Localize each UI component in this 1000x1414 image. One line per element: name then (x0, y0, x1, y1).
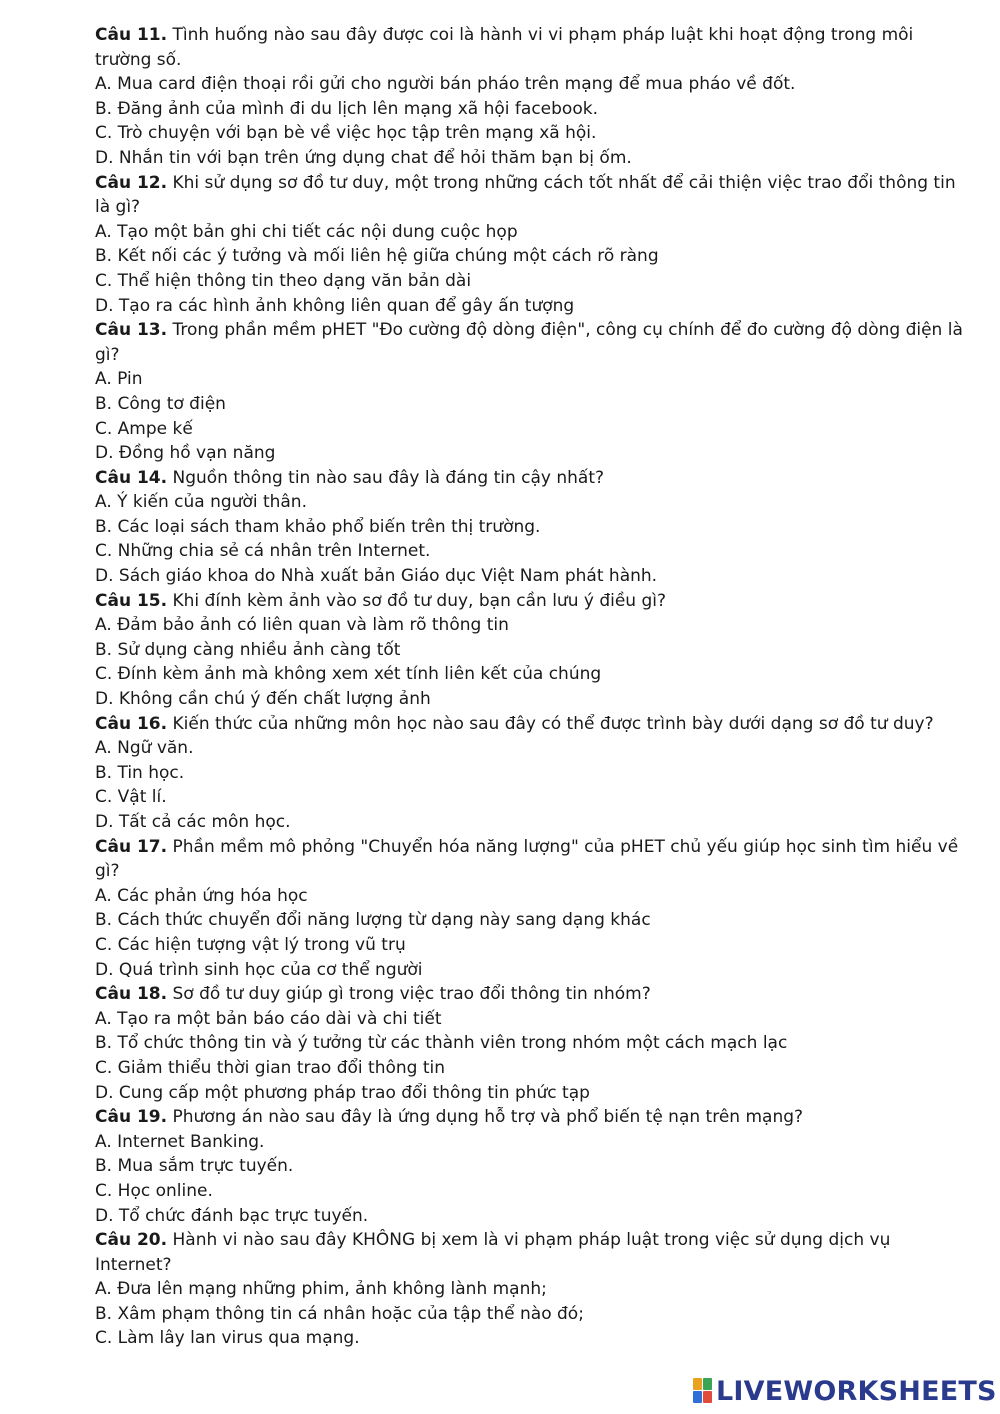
question-block (95, 466, 965, 589)
question-block (95, 171, 965, 319)
answer-option: C. Ampe kế (95, 418, 193, 439)
question-block (95, 835, 965, 983)
question-number: Câu 11. (95, 25, 168, 45)
question-block (95, 982, 965, 1105)
question-block (95, 712, 965, 835)
question-number: Câu 12. (95, 172, 168, 193)
question-text: Tình huống nào sau đây được coi là hành vi vi phạm pháp luật khi hoạt động trong môi trường số. (95, 25, 914, 70)
question-block (95, 1105, 965, 1228)
question-stem (95, 835, 965, 884)
liveworksheets-logo[interactable] (693, 1373, 997, 1409)
question-block (95, 1228, 965, 1351)
answer-option: A. Các phản ứng hóa học (95, 885, 308, 906)
question-stem (95, 466, 965, 491)
logo-text: LIVEWORKSHEETS (716, 1375, 997, 1407)
answer-option: B. Kết nối các ý tưởng và mối liên hệ giữa chúng một cách rõ ràng (95, 246, 659, 267)
question-block (95, 589, 965, 712)
question-stem (95, 23, 965, 72)
answer-option: B. Đăng ảnh của mình đi du lịch lên mạng xã hội facebook. (95, 98, 598, 119)
question-number: Câu 17. (95, 836, 168, 857)
answer-option: D. Sách giáo khoa do Nhà xuất bản Giáo dục Việt Nam phát hành. (95, 566, 658, 587)
liveworksheets-logo-icon (693, 1378, 713, 1404)
answer-option: B. Công tơ điện (95, 393, 226, 414)
question-list (95, 23, 965, 1351)
question-stem (95, 982, 965, 1007)
answer-option: D. Tạo ra các hình ảnh không liên quan để gây ấn tượng (95, 295, 575, 316)
question-text: Trong phần mềm pHET "Đo cường độ dòng điện", công cụ chính để đo cường độ dòng điện là gì? (95, 320, 963, 365)
answer-option: D. Nhắn tin với bạn trên ứng dụng chat để hỏi thăm bạn bị ốm. (95, 147, 632, 168)
question-number: Câu 20. (95, 1230, 168, 1251)
answer-option: C. Vật lí. (95, 787, 167, 808)
answer-option: A. Internet Banking. (95, 1131, 265, 1152)
answer-option: D. Tất cả các môn học. (95, 812, 291, 832)
answer-option: A. Đảm bảo ảnh có liên quan và làm rõ thông tin (95, 615, 509, 636)
answer-option: A. Đưa lên mạng những phim, ảnh không lành mạnh; (95, 1279, 547, 1300)
answer-option: B. Xâm phạm thông tin cá nhân hoặc của tập thể nào đó; (95, 1303, 584, 1324)
answer-option: A. Pin (95, 369, 143, 390)
question-number: Câu 18. (95, 984, 168, 1005)
question-number: Câu 16. (95, 713, 168, 734)
question-text: Sơ đồ tư duy giúp gì trong việc trao đổi thông tin nhóm? (172, 984, 651, 1005)
answer-option: B. Cách thức chuyển đổi năng lượng từ dạng này sang dạng khác (95, 910, 651, 931)
question-block (95, 318, 965, 466)
answer-option: C. Các hiện tượng vật lý trong vũ trụ (95, 934, 406, 955)
question-text: Khi đính kèm ảnh vào sơ đồ tư duy, bạn cần lưu ý điều gì? (172, 590, 667, 611)
question-text: Phần mềm mô phỏng "Chuyển hóa năng lượng" của pHET chủ yếu giúp học sinh tìm hiểu về gì? (95, 836, 959, 882)
answer-option: D. Cung cấp một phương pháp trao đổi thông tin phức tạp (95, 1082, 590, 1103)
answer-option: D. Không cần chú ý đến chất lượng ảnh (95, 689, 431, 710)
answer-option: A. Mua card điện thoại rồi gửi cho người bán pháo trên mạng để mua pháo về đốt. (95, 74, 796, 95)
answer-option: A. Tạo ra một bản báo cáo dài và chi tiết (95, 1008, 442, 1029)
question-stem (95, 1105, 965, 1130)
question-stem (95, 712, 965, 737)
answer-option: B. Sử dụng càng nhiều ảnh càng tốt (95, 639, 401, 660)
answer-option: D. Tổ chức đánh bạc trực tuyến. (95, 1205, 369, 1226)
answer-option: C. Học online. (95, 1180, 213, 1201)
answer-option: B. Mua sắm trực tuyến. (95, 1156, 294, 1177)
answer-option: D. Đồng hồ vạn năng (95, 443, 276, 464)
question-stem (95, 171, 965, 220)
answer-option: D. Quá trình sinh học của cơ thể người (95, 959, 423, 980)
question-number: Câu 19. (95, 1107, 168, 1128)
question-text: Nguồn thông tin nào sau đây là đáng tin cậy nhất? (172, 467, 605, 488)
question-text: Kiến thức của những môn học nào sau đây có thể được trình bày dưới dạng sơ đồ tư duy? (172, 713, 934, 734)
answer-option: C. Đính kèm ảnh mà không xem xét tính liên kết của chúng (95, 664, 602, 685)
answer-option: A. Tạo một bản ghi chi tiết các nội dung cuộc họp (95, 221, 518, 242)
question-text: Hành vi nào sau đây KHÔNG bị xem là vi phạm pháp luật trong việc sử dụng dịch vụ Internet? (95, 1230, 891, 1275)
question-text: Khi sử dụng sơ đồ tư duy, một trong những cách tốt nhất để cải thiện việc trao đổi thông tin là gì? (95, 172, 956, 218)
question-stem (95, 1228, 965, 1277)
answer-option: B. Tổ chức thông tin và ý tưởng từ các thành viên trong nhóm một cách mạch lạc (95, 1033, 788, 1054)
answer-option: A. Ngữ văn. (95, 738, 194, 759)
answer-option: A. Ý kiến của người thân. (95, 492, 307, 513)
answer-option: C. Những chia sẻ cá nhân trên Internet. (95, 541, 431, 562)
question-number: Câu 13. (95, 320, 168, 341)
answer-option: B. Tin học. (95, 762, 185, 783)
question-number: Câu 15. (95, 590, 168, 611)
question-stem (95, 318, 965, 367)
answer-option: B. Các loại sách tham khảo phổ biến trên thị trường. (95, 516, 541, 537)
question-stem (95, 589, 965, 614)
question-number: Câu 14. (95, 467, 168, 488)
question-text: Phương án nào sau đây là ứng dụng hỗ trợ và phổ biến tệ nạn trên mạng? (172, 1107, 804, 1128)
answer-option: C. Thể hiện thông tin theo dạng văn bản dài (95, 270, 472, 291)
answer-option: C. Trò chuyện với bạn bè về việc học tập trên mạng xã hội. (95, 123, 597, 144)
answer-option: C. Làm lây lan virus qua mạng. (95, 1328, 360, 1349)
question-block (95, 23, 965, 171)
answer-option: C. Giảm thiểu thời gian trao đổi thông tin (95, 1057, 446, 1078)
